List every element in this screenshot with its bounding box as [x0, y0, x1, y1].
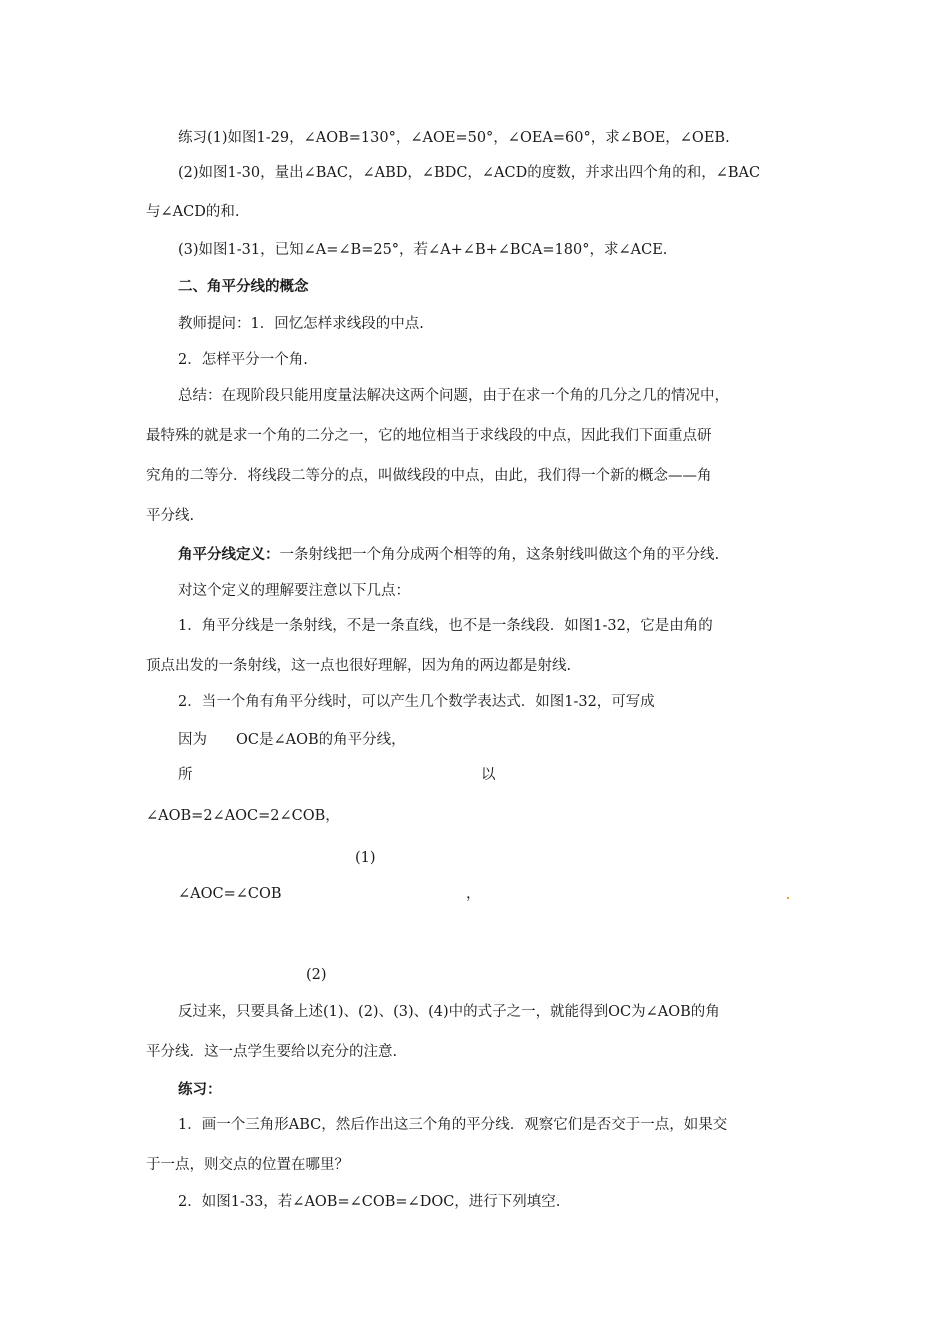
- so-left: 所: [178, 767, 193, 783]
- summary-line-1: 总结：在现阶段只能用度量法解决这两个问题，由于在求一个角的几分之几的情况中，: [178, 388, 729, 404]
- section-heading-angle-bisector: 二、角平分线的概念: [178, 279, 309, 295]
- equation-2-number: (2): [306, 967, 327, 983]
- note-1-line-2: 顶点出发的一条射线，这一点也很好理解，因为角的两边都是射线.: [146, 658, 572, 674]
- summary-line-2: 最特殊的就是求一个角的二分之一，它的地位相当于求线段的中点，因此我们下面重点研: [146, 428, 712, 444]
- equation-2: ∠AOC=∠COB: [178, 886, 282, 902]
- note-2: 2．当一个角有角平分线时，可以产生几个数学表达式．如图1-32，可写成: [178, 694, 655, 710]
- summary-line-3: 究角的二等分．将线段二等分的点，叫做线段的中点，由此，我们得一个新的概念——角: [146, 468, 712, 484]
- teacher-question-2: 2．怎样平分一个角.: [178, 352, 308, 368]
- speck-mark: [787, 897, 789, 899]
- exercise-line-3: 与∠ACD的和.: [146, 204, 240, 220]
- practice-2: 2．如图1-33，若∠AOB=∠COB=∠DOC，进行下列填空.: [178, 1194, 561, 1210]
- definition-text: 一条射线把一个角分成两个相等的角，这条射线叫做这个角的平分线.: [279, 547, 720, 563]
- practice-1-line-1: 1．画一个三角形ABC，然后作出这三个角的平分线．观察它们是否交于一点，如果交: [178, 1117, 728, 1133]
- teacher-question-1: 教师提问：1．回忆怎样求线段的中点.: [178, 316, 424, 332]
- because-text: OC是∠AOB的角平分线，: [236, 732, 406, 748]
- converse-line-1: 反过来，只要具备上述(1)、(2)、(3)、(4)中的式子之一，就能得到OC为∠AOB的角: [178, 1004, 720, 1020]
- equation-1: ∠AOB=2∠AOC=2∠COB，: [146, 808, 340, 824]
- so-right: 以: [481, 767, 496, 783]
- practice-1-line-2: 于一点，则交点的位置在哪里？: [146, 1157, 349, 1173]
- because-word: 因为: [178, 732, 207, 748]
- notes-intro: 对这个定义的理解要注意以下几点：: [178, 583, 410, 599]
- converse-line-2: 平分线．这一点学生要给以充分的注意.: [146, 1044, 398, 1060]
- exercise-line-2: (2)如图1-30，量出∠BAC，∠ABD，∠BDC，∠ACD的度数，并求出四个角的和，∠BAC: [178, 165, 761, 181]
- equation-1-number: (1): [355, 850, 376, 866]
- exercise-line-1: 练习(1)如图1-29，∠AOB=130°，∠AOE=50°，∠OEA=60°，求∠BOE，∠OEB.: [178, 130, 730, 146]
- practice-heading: 练习：: [178, 1082, 222, 1098]
- summary-line-4: 平分线.: [146, 508, 195, 524]
- definition-label: 角平分线定义：: [178, 547, 280, 563]
- equation-2-comma: ，: [466, 886, 481, 902]
- definition-line: [178, 545, 719, 565]
- exercise-line-4: (3)如图1-31，已知∠A=∠B=25°，若∠A+∠B+∠BCA=180°，求∠ACE.: [178, 242, 668, 258]
- note-1-line-1: 1．角平分线是一条射线，不是一条直线，也不是一条线段．如图1-32，它是由角的: [178, 618, 713, 634]
